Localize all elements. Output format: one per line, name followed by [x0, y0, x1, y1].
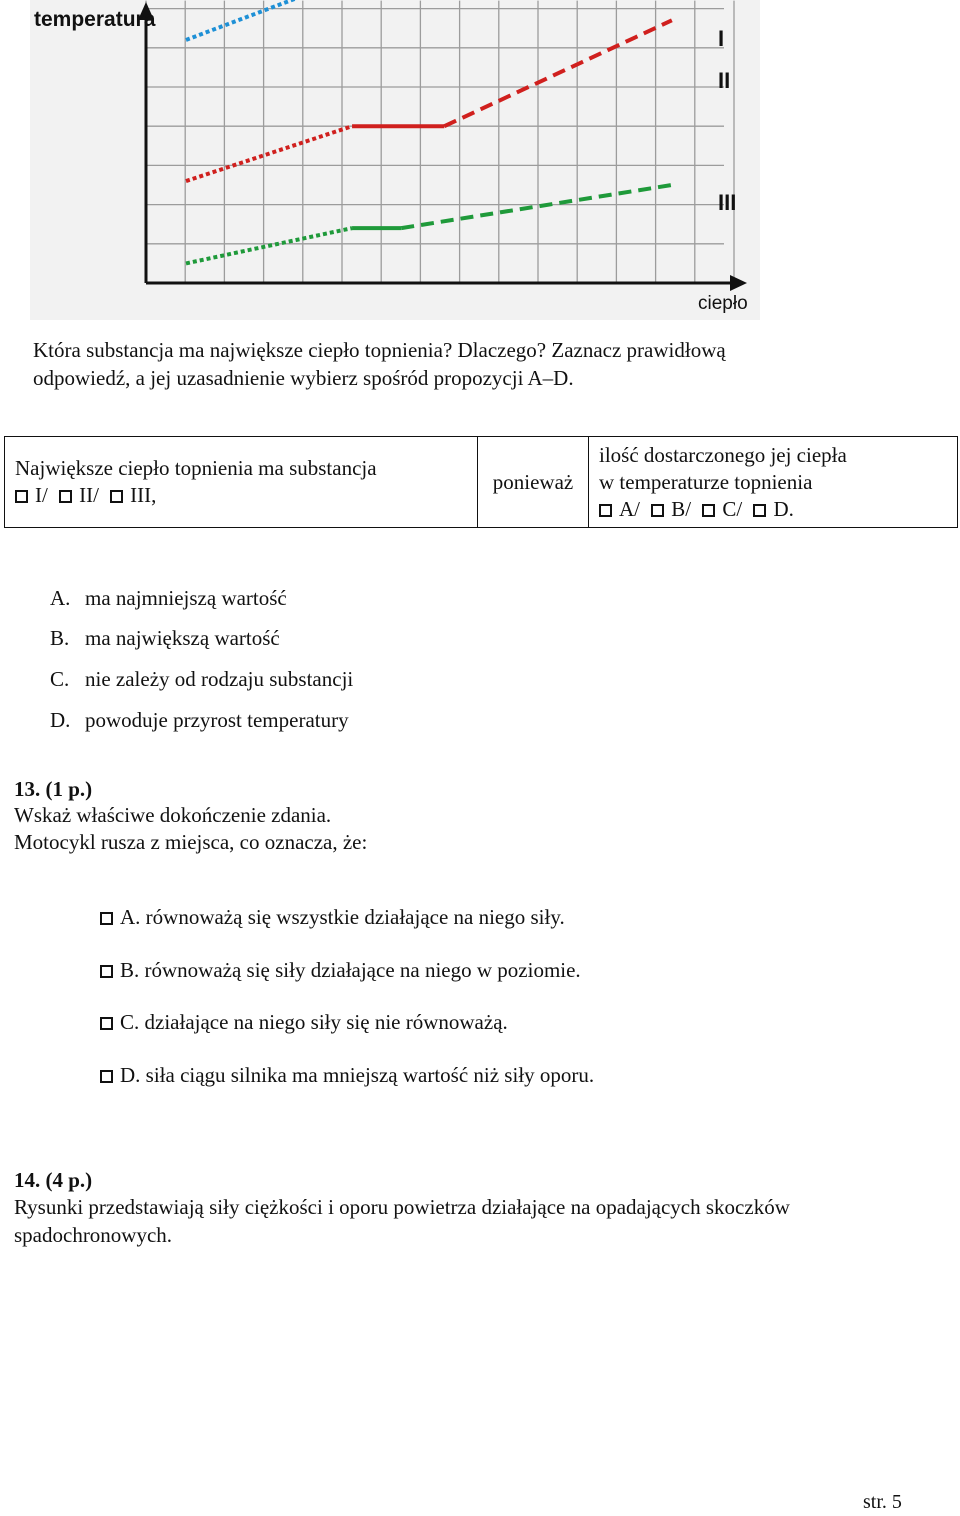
reason-d-label: D.: [773, 496, 794, 521]
reason-item-c: [50, 665, 353, 693]
reason-prompt-line-2: w temperaturze topnienia: [599, 469, 813, 494]
q13-option-a[interactable]: [100, 903, 565, 931]
question-line-1: Która substancja ma największe ciepło topnienia? Dlaczego? Zaznacz prawidłową: [33, 338, 726, 362]
option-text: D. siła ciągu silnika ma mniejszą wartość niż siły oporu.: [120, 1063, 595, 1087]
checkbox-reason-a[interactable]: [599, 504, 612, 517]
q13-option-c[interactable]: [100, 1008, 508, 1036]
option-text: B. równoważą się siły działające na niego w poziomie.: [120, 958, 581, 982]
series-iii-label: III: [718, 190, 737, 215]
y-axis-label: temperatura: [34, 8, 156, 31]
reason-b-label: B/: [671, 496, 692, 521]
option-iii-label: III,: [130, 483, 157, 507]
reason-c-label: C/: [722, 496, 743, 521]
reason-prompt-line-1: ilość dostarczonego jej ciepła: [599, 442, 847, 467]
reason-item-b: [50, 624, 280, 652]
q13-option-d[interactable]: [100, 1061, 594, 1089]
option-text: A. równoważą się wszystkie działające na niego siły.: [120, 905, 565, 929]
q14-line-2: spadochronowych.: [14, 1223, 173, 1247]
checkbox-substance-i[interactable]: [15, 490, 28, 503]
q13-line-1: Wskaż właściwe dokończenie zdania.: [14, 803, 332, 827]
substance-prompt: Największe ciepło topnienia ma substancja: [15, 456, 377, 480]
heat-temperature-chart: [30, 0, 760, 320]
checkbox[interactable]: [100, 912, 113, 925]
substance-cell: [5, 437, 478, 528]
reason-cell: [589, 437, 958, 528]
checkbox[interactable]: [100, 1070, 113, 1083]
checkbox-reason-d[interactable]: [753, 504, 766, 517]
because-cell: [478, 437, 589, 528]
reason-a-label: A/: [619, 496, 640, 521]
question-line-2: odpowiedź, a jej uzasadnienie wybierz spośród propozycji A–D.: [33, 366, 574, 390]
reason-letter: A.: [50, 586, 71, 610]
q14-header: 14. (4 p.): [14, 1168, 93, 1192]
because-label: ponieważ: [492, 469, 574, 494]
q13-line-2: Motocykl rusza z miejsca, co oznacza, że:: [14, 830, 368, 854]
reason-letter: C.: [50, 667, 70, 691]
reason-options: [599, 496, 947, 523]
answer-table: [4, 436, 958, 528]
series-i-label: I: [718, 26, 725, 51]
reason-item-d: [50, 706, 349, 734]
checkbox-reason-b[interactable]: [651, 504, 664, 517]
page-number: str. 5: [863, 1491, 902, 1513]
reason-text: ma najmniejszą wartość: [85, 586, 287, 610]
reason-letter: D.: [50, 708, 71, 732]
series-ii-label: II: [718, 68, 731, 93]
option-i-label: I/: [35, 483, 48, 507]
reason-item-a: [50, 584, 287, 612]
option-text: C. działające na niego siły się nie równoważą.: [120, 1010, 508, 1034]
reason-letter: B.: [50, 626, 70, 650]
reason-text: powoduje przyrost temperatury: [85, 708, 349, 732]
x-axis-label: ciepło: [698, 293, 748, 314]
reason-text: ma największą wartość: [85, 626, 280, 650]
checkbox-reason-c[interactable]: [702, 504, 715, 517]
q13-option-b[interactable]: [100, 956, 581, 984]
checkbox[interactable]: [100, 965, 113, 978]
option-ii-label: II/: [79, 483, 99, 507]
reason-text: nie zależy od rodzaju substancji: [85, 667, 354, 691]
checkbox-substance-iii[interactable]: [110, 490, 123, 503]
q13-header: 13. (1 p.): [14, 777, 93, 801]
checkbox[interactable]: [100, 1017, 113, 1030]
checkbox-substance-ii[interactable]: [59, 490, 72, 503]
q14-line-1: Rysunki przedstawiają siły ciężkości i oporu powietrza działające na opadających skoczków: [14, 1195, 790, 1219]
substance-options: [15, 482, 467, 509]
